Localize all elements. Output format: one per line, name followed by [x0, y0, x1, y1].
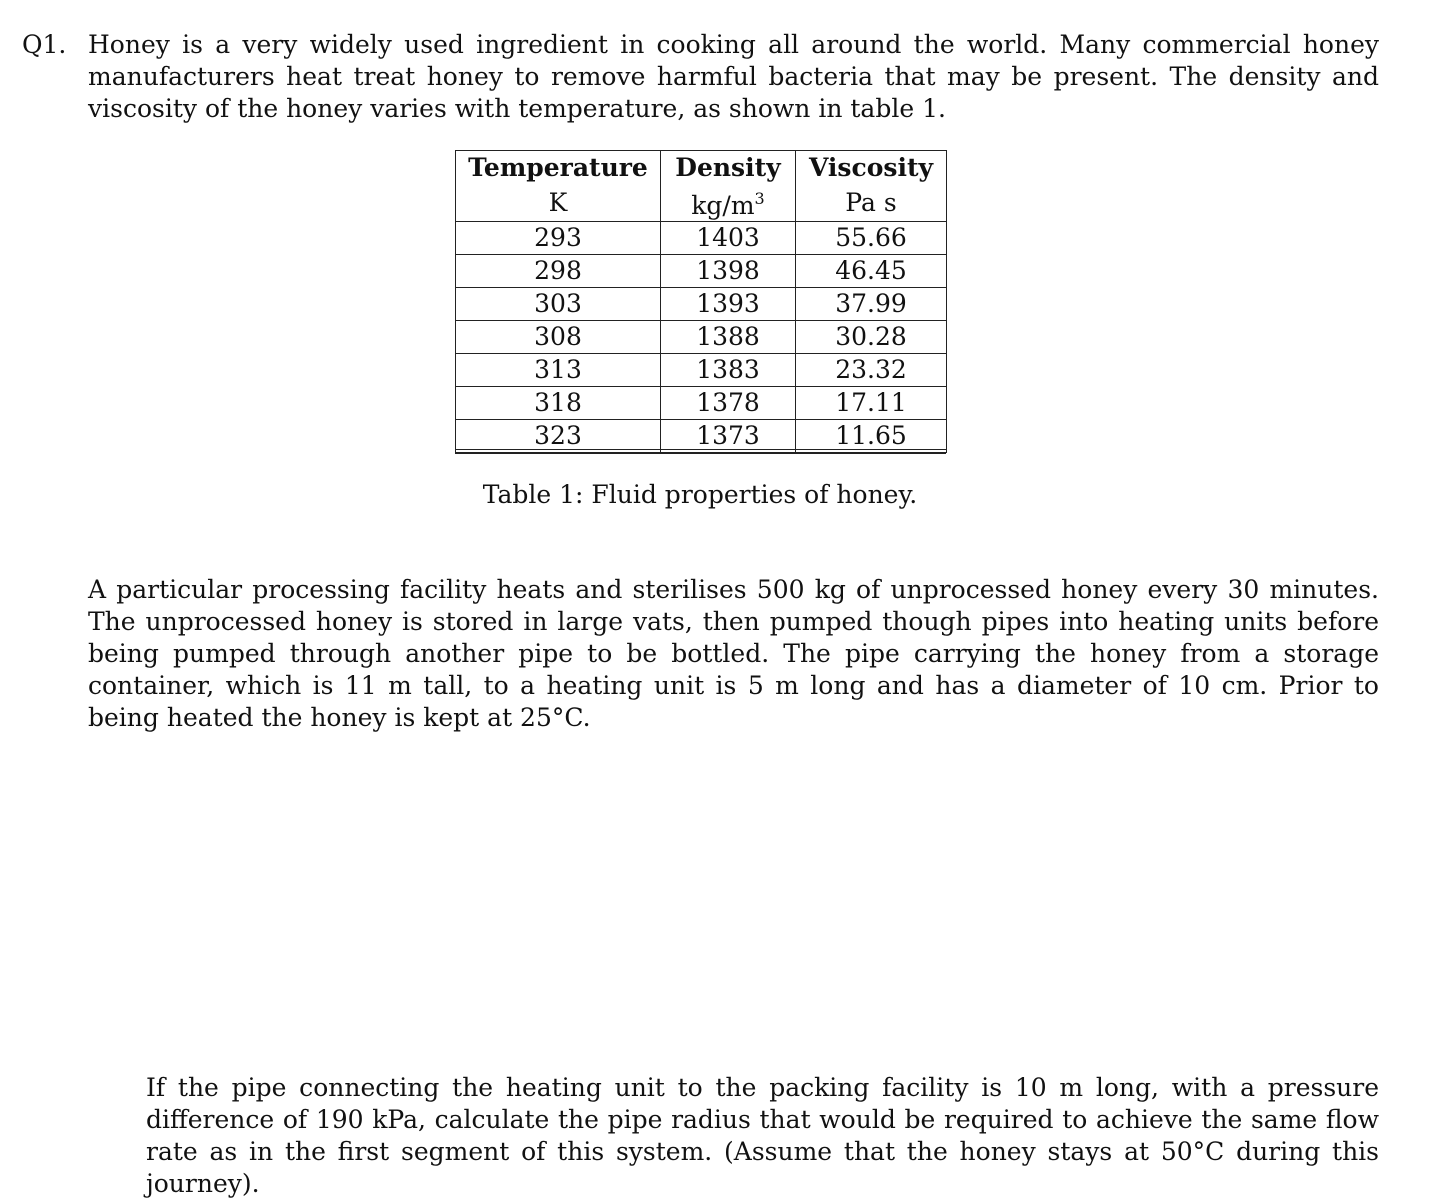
table-bottom-rule: [455, 449, 946, 454]
cell-viscosity: 37.99: [796, 288, 947, 321]
header-viscosity: Viscosity: [796, 151, 947, 185]
question-intro: Honey is a very widely used ingredient in cooking all around the world. Many commercial honey manufacturers heat treat honey to remove harmful bacteria that may be present. The density and viscosity of the honey varies with temperature, as shown in table 1.: [88, 30, 1379, 123]
cell-temperature: 318: [456, 387, 661, 420]
cell-viscosity: 17.11: [796, 387, 947, 420]
paragraph-facility: A particular processing facility heats and sterilises 500 kg of unprocessed honey every 30 minutes. The unprocessed honey is stored in large vats, then pumped though pipes into heating units before being pumped through another pipe to be bottled. The pipe carrying the honey from a storage container, which is 11 m tall, to a heating unit is 5 m long and has a diameter of 10 cm. Prior to being heated the honey is kept at 25°C.: [88, 575, 1379, 732]
cell-viscosity: 55.66: [796, 222, 947, 255]
honey-properties-table: [455, 150, 947, 453]
cell-density: 1398: [661, 255, 796, 288]
cell-density: 1383: [661, 354, 796, 387]
table-body: [456, 222, 947, 453]
cell-density: 1393: [661, 288, 796, 321]
table-row: [456, 222, 947, 255]
table-row: [456, 288, 947, 321]
cell-viscosity: 46.45: [796, 255, 947, 288]
unit-viscosity: Pa s: [796, 184, 947, 222]
cell-temperature: 298: [456, 255, 661, 288]
unit-temperature: K: [456, 184, 661, 222]
header-temperature: Temperature: [456, 151, 661, 185]
cell-density: 1403: [661, 222, 796, 255]
cell-density: 1388: [661, 321, 796, 354]
cell-temperature: 323: [456, 420, 661, 453]
table-row: [456, 321, 947, 354]
cell-viscosity: 23.32: [796, 354, 947, 387]
cell-temperature: 303: [456, 288, 661, 321]
cell-density: 1373: [661, 420, 796, 453]
question-number: Q1.: [22, 30, 67, 59]
cell-temperature: 293: [456, 222, 661, 255]
table-row: [456, 387, 947, 420]
table-row: [456, 420, 947, 453]
header-density: Density: [661, 151, 796, 185]
table-row: [456, 255, 947, 288]
table-caption: Table 1: Fluid properties of honey.: [482, 480, 918, 509]
unit-density-exponent: 3: [754, 189, 765, 208]
unit-density-base: kg/m: [691, 191, 755, 220]
cell-viscosity: 11.65: [796, 420, 947, 453]
cell-temperature: 313: [456, 354, 661, 387]
unit-density: [661, 184, 796, 222]
cell-viscosity: 30.28: [796, 321, 947, 354]
table-row: [456, 354, 947, 387]
paragraph-question-part: If the pipe connecting the heating unit to the packing facility is 10 m long, with a pressure difference of 190 kPa, calculate the pipe radius that would be required to achieve the same flow rate as in the first segment of this system. (Assume that the honey stays at 50°C during this journey).: [146, 1073, 1379, 1198]
cell-density: 1378: [661, 387, 796, 420]
cell-temperature: 308: [456, 321, 661, 354]
